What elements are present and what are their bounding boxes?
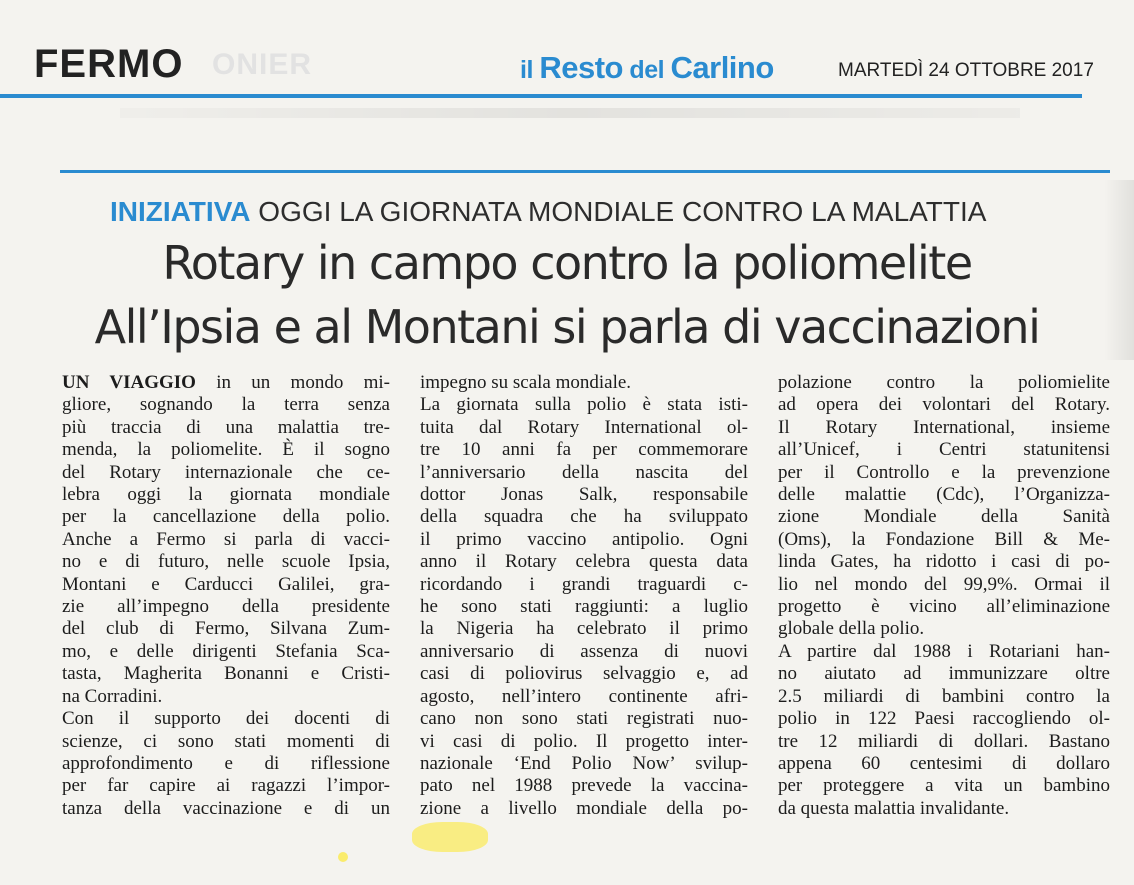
article-column-3 [778,372,1110,820]
column-line: delle malattie (Cdc), l’Organizza- [778,484,1110,506]
column-line: globale della polio. [778,618,925,640]
column-line: casi di poliovirus selvaggio e, ad [420,663,748,685]
column-line: A partire dal 1988 i Rotariani han- [778,640,1110,662]
column-line: no aiutato ad immunizzare oltre [778,663,1110,685]
column-line: per il Controllo e la prevenzione [778,461,1110,483]
column-line: la Nigeria ha celebrato il primo [420,618,748,640]
column-line-text: in un mondo mi- [195,372,390,393]
column-line: per far capire ai ragazzi l’impor- [62,775,390,797]
column-line: ricordando i grandi traguardi c- [420,573,748,595]
article-column-2 [420,372,748,820]
column-line: agosto, nell’intero continente afri- [420,685,748,707]
masthead-carlino: Carlino [670,50,774,85]
lead-words: UN VIAGGIO [62,372,196,393]
column-line: all’Unicef, i Centri statunitensi [778,439,1110,461]
column-line: dottor Jonas Salk, responsabile [420,484,748,506]
column-line: appena 60 centesimi di dollaro [778,752,1110,774]
column-line: polazione contro la poliomielite [778,372,1110,393]
column-line: mo, e delle dirigenti Stefania Sca- [62,640,390,662]
masthead-il: il [520,56,540,84]
column-line: lio nel mondo del 99,9%. Ormai il [778,573,1110,595]
column-line: Il Rotary International, insieme [778,416,1110,438]
column-line: impegno su scala mondiale. [420,372,632,393]
headline-line-2: All’Ipsia e al Montani si parla di vaccinazioni [94,300,1040,354]
column-line: nazionale ‘End Polio Now’ svilup- [420,752,748,774]
masthead-del: del [622,56,671,84]
column-line: scienze, ci sono stati momenti di [62,730,390,752]
column-line: La giornata sulla polio è stata isti- [420,394,748,416]
column-line: anno il Rotary celebra questa data [420,551,748,573]
column-line: progetto è vicino all’eliminazione [778,596,1110,618]
column-line: tanza della vaccinazione e di un [62,797,390,819]
column-line: Con il supporto dei docenti di [62,708,390,730]
column-line: ad opera dei volontari del Rotary. [778,394,1110,416]
column-line: zione Mondiale della Sanità [778,506,1110,528]
article-kicker [110,196,986,228]
column-line: 2.5 miliardi di bambini contro la [778,685,1110,707]
column-line: per proteggere a vita un bambino [778,775,1110,797]
column-line: Anche a Fermo si parla di vacci- [62,528,390,550]
column-line: approfondimento e di riflessione [62,752,390,774]
kicker-tag: INIZIATIVA [110,196,251,227]
column-line: lebra oggi la giornata mondiale [62,484,390,506]
column-line: vi casi di polio. Il progetto inter- [420,730,748,752]
column-line: menda, la poliomelite. È il sogno [62,439,390,461]
column-line: anniversario di assenza di nuovi [420,640,748,662]
column-line: tre 12 miliardi di dollari. Bastano [778,730,1110,752]
headline-line-1: Rotary in campo contro la poliomelite [162,236,972,290]
article-column-1 [62,372,390,820]
column-line: da questa malattia invalidante. [778,797,1010,819]
column-line: polio in 122 Paesi raccogliendo ol- [778,708,1110,730]
column-line: he sono stati raggiunti: a luglio [420,596,748,618]
column-line: (Oms), la Fondazione Bill & Me- [778,528,1110,550]
bleed-through-strip [120,108,1020,118]
column-line: il primo vaccino antipolio. Ogni [420,528,748,550]
column-line [62,372,390,394]
column-line: zione a livello mondiale della po- [420,797,748,819]
column-line: no e di futuro, nelle scuole Ipsia, [62,551,390,573]
column-line: linda Gates, ha ridotto i casi di po- [778,551,1110,573]
column-line: l’anniversario della nascita del [420,461,748,483]
section-name: FERMO [34,42,184,86]
column-line: na Corradini. [62,685,163,707]
column-line: del Rotary internazionale che ce- [62,461,390,483]
kicker-text: OGGI LA GIORNATA MONDIALE CONTRO LA MALATTIA [258,196,987,227]
column-line: della squadra che ha sviluppato [420,506,748,528]
column-line: del club di Fermo, Silvana Zum- [62,618,390,640]
column-line: tre 10 anni fa per commemorare [420,439,748,461]
masthead-resto: Resto [539,50,623,85]
bleed-through-text: ONIER [212,48,313,81]
highlighter-mark [412,822,488,852]
header-rule [0,94,1082,98]
column-line: Montani e Carducci Galilei, gra- [62,573,390,595]
column-line: gliore, sognando la terra senza [62,394,390,416]
column-line: cano non sono stati registrati nuo- [420,708,748,730]
publication-date: MARTEDÌ 24 OTTOBRE 2017 [838,60,1094,81]
column-line: tasta, Magherita Bonanni e Cristi- [62,663,390,685]
column-line: pato nel 1988 prevede la vaccina- [420,775,748,797]
column-line: zie all’impegno della presidente [62,596,390,618]
masthead-logo [520,50,774,86]
column-line: tuita dal Rotary International ol- [420,416,748,438]
column-line: per la cancellazione della polio. [62,506,390,528]
column-line: più traccia di una malattia tre- [62,416,390,438]
highlighter-dot [338,852,348,862]
article-top-rule [60,170,1110,173]
